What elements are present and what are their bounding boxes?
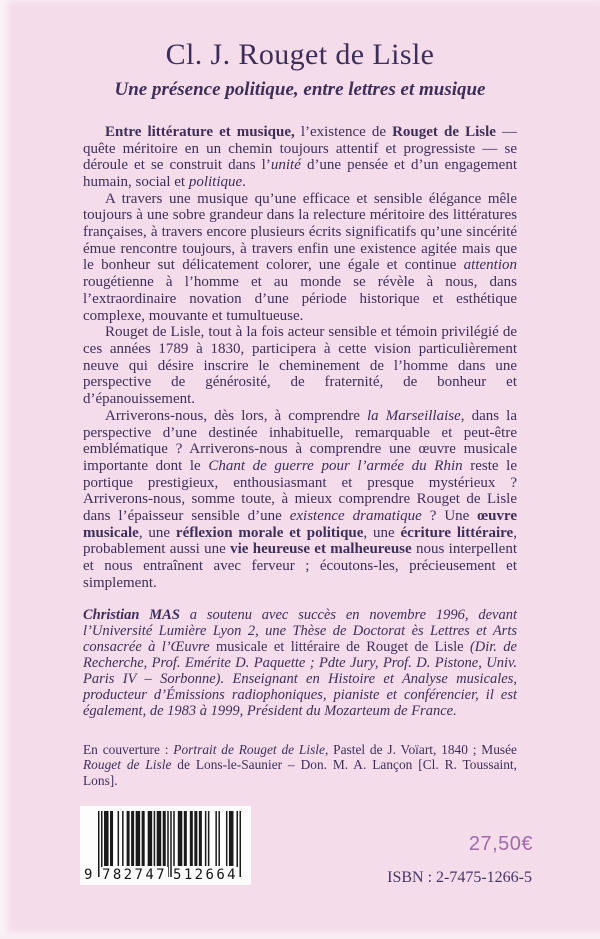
book-subtitle: Une présence politique, entre lettres et musique [114,79,486,100]
synopsis-paragraph-4: Arriverons-nous, dès lors, à comprendre la Marseillaise, dans la perspective d’une destinée inhabituelle, remarquable et peut-être emblématique ? Arriverons-nous à comprendre une œuvre musicale importante dont le Chant de guerre pour l’armée du Rhin reste le portique prestigieux, enthousiasmant et presque mystérieux ? Arriverons-nous, somme toute, à mieux comprendre Rouget de Lisle dans l’épaisseur sensible d’une existence dramatique ? Une œuvre musicale, une réflexion morale et politique, une écriture littéraire, probablement aussi une vie heureuse et malheureuse nous interpellent et nous entraînent avec ferveur ; écoutons-les, précieusement et simplement. [83,407,518,591]
cover-credit: En couverture : Portrait de Rouget de Lisle, Pastel de J. Voïart, 1840 ; Musée Rouget de Lisle de Lons-le-Saunier – Don. M. A. Lançon [Cl. R. Toussaint, Lons]. [83,741,518,789]
barcode-digit-group: 782747 [102,867,167,883]
synopsis-paragraph-1: Entre littérature et musique, l’existence de Rouget de Lisle — quête méritoire en un chemin toujours attentif et progressiste — se déroule et se construit dans l’unité d’une pensée et d’un engagement humain, social et politique. [83,123,518,190]
synopsis-paragraph-3: Rouget de Lisle, tout à la fois acteur sensible et témoin privilégié de ces années 1789 à 1830, participera à cette vision particulièrement neuve qui désire inscrire le cheminement de l’homme dans une perspective de générosité, de fraternité, de bonheur et d’épanouissement. [83,324,517,408]
isbn-label: ISBN : 2-7475-1266-5 [387,869,532,886]
barcode-digit-group: 512664 [173,867,238,883]
synopsis-paragraph-2: A travers une musique qu’une efficace et sensible élégance mêle toujours à une sobre grandeur dans la relecture méritoire des littératures françaises, à travers encore plusieurs écrits significatifs qu’une sincérité émue rencontre toujours, à travers enfin une existence agitée mais que le bonheur sut délicatement colorer, une égale et continue attention rougétienne à l’homme et au monde se révèle à nous, dans l’extraordinaire novation d’une période historique et esthétique complexe, mouvante et tumultueuse. [83,190,517,324]
barcode-digits [80,866,251,883]
barcode [80,806,251,885]
author-bio: Christian MAS a soutenu avec succès en novembre 1996, devant l’Université Lumière Lyon 2, une Thèse de Doctorat ès Lettres et Arts consacrée à l’Œuvre musicale et littéraire de Rouget de Lisle (Dir. de Recherche, Prof. Emérite D. Paquette ; Pdte Jury, Prof. D. Pistone, Univ. Paris IV – Sorbonne). Enseignant en Histoire et Analyse musicales, producteur d’Émissions radiophoniques, pianiste et conférencier, il est également, de 1983 à 1999, Président du Mozarteum de France. [83,606,517,719]
barcode-digit-group: 9 [84,867,93,883]
price-label: 27,50€ [468,833,533,855]
back-cover-text [83,124,517,789]
page-left-edge [0,0,9,939]
page-bottom-edge [0,931,600,939]
book-title: Cl. J. Rouget de Lisle [165,38,435,71]
